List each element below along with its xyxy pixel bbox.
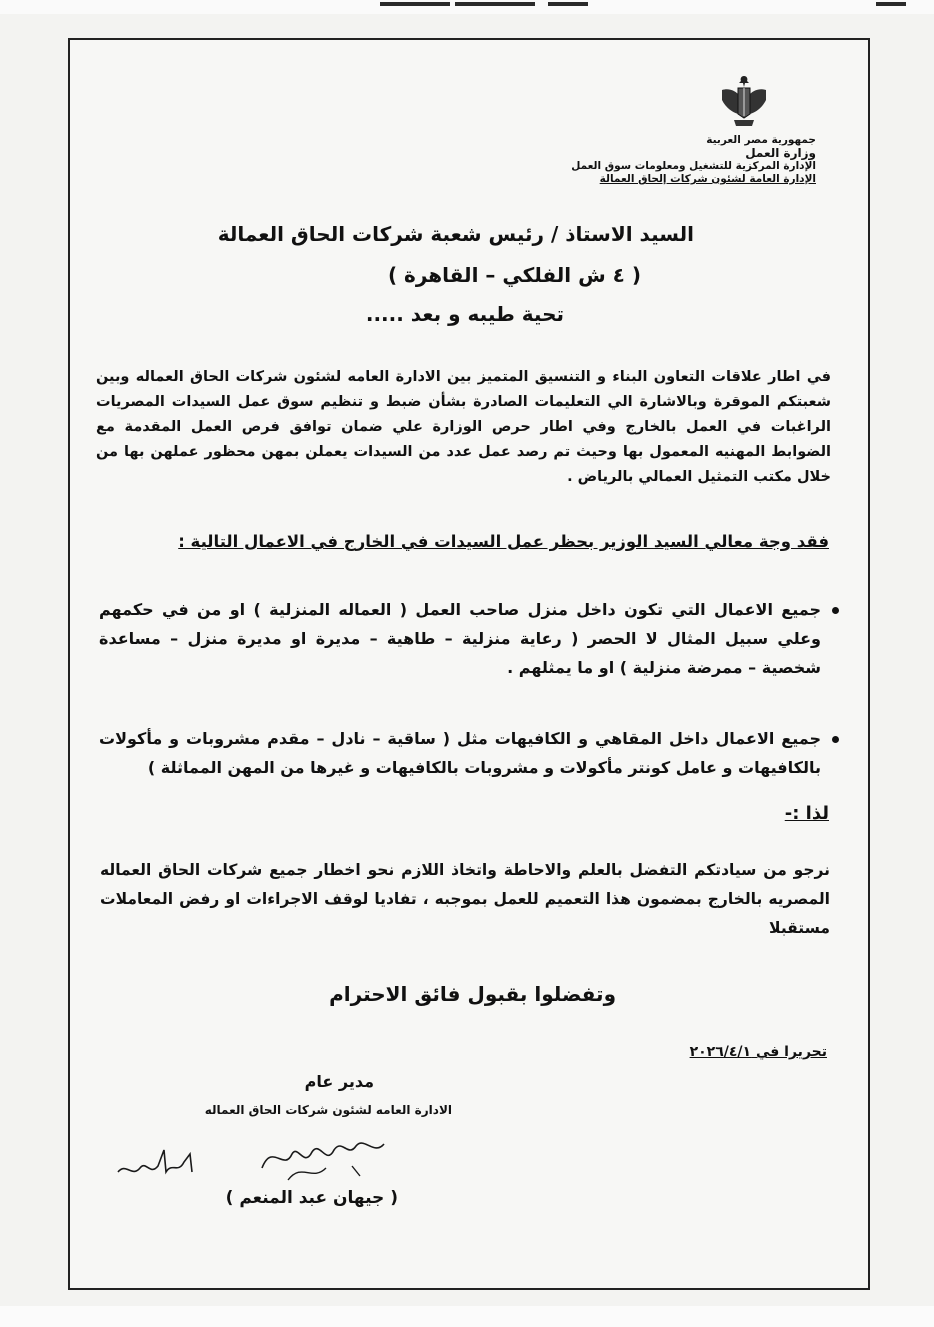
closing-salutation: وتفضلوا بقبول فائق الاحترام — [329, 982, 616, 1006]
header-country: جمهورية مصر العربية — [706, 134, 816, 146]
list-item-text: جميع الاعمال داخل المقاهي و الكافيهات مثل ( ساقية – نادل – مقدم مشروبات و مأكولات بالكافيهات و عامل كونتر مأكولات و مشروبات بالكافيهات و غيرها من المهن المماثلة ) — [99, 729, 821, 777]
list-item — [99, 595, 839, 682]
therefore-label: لذا :- — [784, 803, 829, 824]
signer-department: الادارة العامه لشئون شركات الحاق العماله — [204, 1103, 452, 1117]
addressee-title: السيد الاستاذ / رئيس شعبة شركات الحاق العمالة — [217, 222, 694, 246]
eagle-emblem-icon — [714, 70, 774, 130]
bullet-icon — [832, 736, 839, 743]
header-ministry: وزارة العمل — [745, 146, 816, 160]
scan-top-edge — [0, 0, 934, 14]
letterhead — [571, 70, 816, 186]
list-item — [99, 724, 839, 782]
scan-mark — [876, 2, 906, 6]
decree-heading: فقد وجة معالي السيد الوزير بحظر عمل السيدات في الخارج في الاعمال التالية : — [178, 532, 829, 551]
header-central-admin: الإدارة المركزية للتشغيل ومعلومات سوق العمل — [571, 160, 816, 172]
greeting: تحية طيبه و بعد ..... — [365, 302, 564, 326]
addressee-address: ( ٤ ش الفلكي – القاهرة ) — [387, 263, 641, 287]
bullet-icon — [832, 607, 839, 614]
scan-mark — [380, 2, 450, 6]
scan-bottom-edge — [0, 1306, 934, 1327]
list-item-text: جميع الاعمال التي تكون داخل منزل صاحب العمل ( العماله المنزلية ) او من في حكمهم وعلي سبيل المثال لا الحصر ( رعاية منزلية – طاهية – مديرة او مديرة منزل – مساعدة شخصية – ممرضة منزلية ) او ما يمثلهم . — [99, 600, 821, 677]
scan-mark — [455, 2, 535, 6]
intro-paragraph: في اطار علاقات التعاون البناء و التنسيق المتميز بين الادارة العامه لشئون شركات الحاق العماله وبين شعبتكم الموقرة وبالاشارة الي التعليمات الصادرة بشأن ضبط و تنظيم سوق عمل السيدات المصريات الراغبات في العمل بالخارج وفي اطار حرص الوزارة علي ضمان توافق فرص العمل المقدمة مع الضوابط المهنيه المعمول بها وحيث تم رصد عمل عدد من السيدات يعملن بمهن محظور عملهن بها من خلال مكتب التمثيل العمالي بالرياض . — [96, 369, 831, 485]
issue-date: تحريرا في ٢٠٢٦/٤/١ — [689, 1044, 827, 1060]
signer-name: ( جيهان عبد المنعم ) — [225, 1188, 398, 1208]
signer-title: مدير عام — [304, 1072, 374, 1091]
scan-mark — [548, 2, 588, 6]
handwritten-signature — [112, 1132, 402, 1192]
request-paragraph: نرجو من سيادتكم التفضل بالعلم والاحاطة واتخاذ اللازم نحو اخطار جميع شركات الحاق العماله المصريه بالخارج بمضمون هذا التعميم للعمل بموجبه ، تفاديا لوقف الاجراءات او رفض المعاملات مستقبلا — [100, 861, 830, 937]
prohibited-jobs-list — [99, 595, 839, 782]
header-general-admin: الإدارة العامة لشئون شركات إلحاق العمالة — [599, 173, 816, 185]
